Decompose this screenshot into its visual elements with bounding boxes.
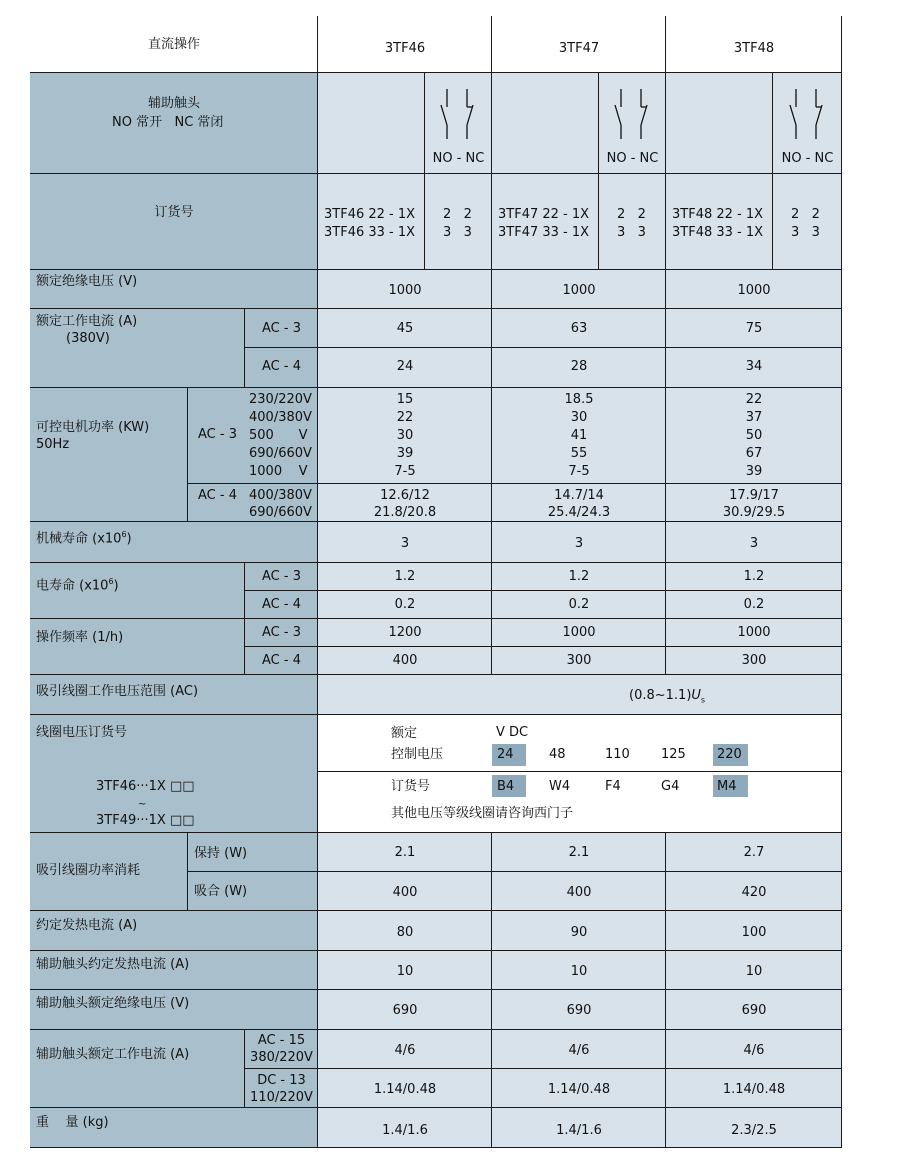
aux-thermal-label: 辅助触头约定发热电流 (A) — [36, 957, 190, 972]
hold-label-cell — [188, 833, 318, 872]
value-text: 7-5 — [568, 464, 590, 479]
voltage-label: 500 V — [249, 428, 308, 443]
value-text: 420 — [741, 885, 767, 900]
value-text: 1.2 — [568, 569, 590, 584]
value-text: 1.14/0.48 — [722, 1082, 786, 1097]
value-text: 1.2 — [394, 569, 416, 584]
thermal-current-label-cell — [30, 911, 318, 951]
value-text: 1000 — [562, 625, 596, 640]
value-cell — [666, 270, 842, 309]
value-cell — [492, 563, 666, 591]
operating-frequency-label-cell — [30, 619, 245, 675]
category-cell — [245, 591, 318, 619]
value-text: 30 — [396, 428, 414, 443]
value-cell — [318, 591, 492, 619]
category-label: AC - 3 — [262, 321, 301, 336]
aux-empty-cell — [318, 73, 425, 174]
value-cell — [492, 1030, 666, 1069]
value-cell — [492, 1108, 666, 1148]
value-text: 10 — [745, 964, 763, 979]
value-cell — [492, 872, 666, 911]
rated-insulation-label: 额定绝缘电压 (V) — [36, 274, 138, 289]
motor-values-cell — [318, 484, 492, 522]
value-text: 67 — [745, 446, 763, 461]
value-text: 100 — [741, 925, 767, 940]
value-text: 1.14/0.48 — [547, 1082, 611, 1097]
category-cell — [245, 1069, 318, 1108]
motor-values-cell — [492, 388, 666, 484]
value-text: 1000 — [562, 283, 596, 298]
value-cell — [318, 1108, 492, 1148]
value-cell — [318, 563, 492, 591]
voltage-option: 110 — [605, 747, 630, 762]
aux-empty-cell — [666, 73, 773, 174]
value-text: 12.6/12 — [380, 488, 430, 503]
value-cell — [492, 647, 666, 675]
coil-range-label: 吸引线圈工作电压范围 (AC) — [36, 684, 199, 699]
motor-values-cell — [318, 388, 492, 484]
series-to: 3TF49···1X □□ — [96, 813, 195, 828]
value-text: 45 — [396, 321, 414, 336]
value-cell — [318, 348, 492, 388]
voltage-label: 400/380V — [249, 488, 312, 503]
voltage-option: 24 — [497, 747, 514, 762]
aux-symbol-cell — [425, 73, 492, 174]
category-cell — [245, 619, 318, 647]
value-cell — [318, 833, 492, 872]
aux-contacts-legend: NO 常开 NC 常闭 — [112, 115, 224, 130]
value-text: 10 — [570, 964, 588, 979]
symbol-caption: NO - NC — [781, 151, 834, 166]
value-cell — [666, 1108, 842, 1148]
value-text: 1.2 — [743, 569, 765, 584]
motor-power-frequency: 50Hz — [36, 437, 70, 452]
aux-insulation-label: 辅助触头额定绝缘电压 (V) — [36, 996, 190, 1011]
motor-ac4-cell — [188, 484, 318, 522]
motor-values-cell — [666, 484, 842, 522]
value-text: 690 — [392, 1003, 418, 1018]
coil-code: M4 — [717, 779, 737, 794]
value-cell — [666, 563, 842, 591]
order-code: 3TF46 33 - 1X — [324, 225, 416, 240]
value-cell — [666, 911, 842, 951]
weight-label: 重 量 (kg) — [36, 1115, 109, 1130]
value-cell — [318, 872, 492, 911]
value-text: 400 — [392, 885, 418, 900]
value-cell — [318, 951, 492, 990]
order-no-label: 订货号 — [154, 205, 194, 220]
value-cell — [492, 1069, 666, 1108]
rated-current-label-cell — [30, 309, 245, 388]
coil-order-label-cell — [30, 715, 318, 833]
value-cell — [318, 647, 492, 675]
header-title: 直流操作 — [147, 37, 200, 52]
rated-current-voltage: (380V) — [66, 331, 110, 346]
coil-code: B4 — [497, 779, 515, 794]
value-text: 300 — [741, 653, 767, 668]
coil-note: 其他电压等级线圈请咨询西门子 — [391, 806, 574, 821]
value-cell — [666, 348, 842, 388]
value-text: 10 — [396, 964, 414, 979]
value-cell — [492, 522, 666, 563]
coil-power-label: 吸引线圈功率消耗 — [36, 863, 141, 878]
coil-range-value-cell — [318, 675, 842, 715]
value-text: 22 — [396, 410, 414, 425]
no-nc-contact-icon — [784, 87, 830, 143]
aux-thermal-label-cell — [30, 951, 318, 990]
value-text: 4/6 — [394, 1043, 416, 1058]
order-code-cell — [492, 174, 599, 270]
order-code-cell — [318, 174, 425, 270]
value-cell — [666, 647, 842, 675]
value-cell — [666, 522, 842, 563]
value-text: 3 — [400, 536, 410, 551]
value-text: 80 — [396, 925, 414, 940]
coil-range-value: $(0.8\sim 1.1)U_s$ — [629, 688, 706, 705]
value-cell — [666, 591, 842, 619]
category-cell — [245, 1030, 318, 1069]
value-text: 2.3/2.5 — [731, 1123, 777, 1138]
value-text: 7-5 — [394, 464, 416, 479]
value-text: 41 — [570, 428, 588, 443]
coil-code: W4 — [549, 779, 571, 794]
value-cell — [492, 951, 666, 990]
value-text: 25.4/24.3 — [547, 505, 611, 520]
value-cell — [318, 309, 492, 348]
value-text: 1.4/1.6 — [556, 1123, 602, 1138]
value-text: 24 — [396, 359, 414, 374]
aux-contacts-label: 辅助触头 — [147, 96, 200, 111]
voltage-label: 690/660V — [249, 505, 312, 520]
no-nc-contact-icon — [435, 87, 481, 143]
series-from: 3TF46···1X □□ — [96, 779, 195, 794]
electrical-life-label-cell — [30, 563, 245, 619]
category-label: AC - 3 — [262, 625, 301, 640]
motor-power-label: 可控电机功率 (KW) — [36, 420, 150, 435]
value-cell — [318, 522, 492, 563]
value-cell — [666, 309, 842, 348]
value-text: 400 — [566, 885, 592, 900]
value-text: 34 — [745, 359, 763, 374]
value-cell — [666, 1069, 842, 1108]
voltage-option: 220 — [717, 747, 742, 762]
value-text: 50 — [745, 428, 763, 443]
category-label: AC - 3 — [262, 569, 301, 584]
voltage-label: 690/660V — [249, 446, 312, 461]
contact-count: 2 2 — [617, 207, 646, 222]
motor-ac3-cell — [188, 388, 318, 484]
coil-order-label: 线圈电压订货号 — [36, 725, 128, 740]
value-cell — [492, 990, 666, 1030]
rated-label: 额定 — [391, 726, 418, 741]
order-code: 3TF47 22 - 1X — [498, 207, 590, 222]
order-code-cell — [666, 174, 773, 270]
value-cell — [318, 619, 492, 647]
category-cell — [245, 563, 318, 591]
aux-empty-cell — [492, 73, 599, 174]
value-text: 75 — [745, 321, 763, 336]
value-text: 4/6 — [743, 1043, 765, 1058]
hold-label: 保持 (W) — [194, 846, 248, 861]
value-text: 690 — [741, 1003, 767, 1018]
value-cell — [318, 1069, 492, 1108]
order-code: 3TF47 33 - 1X — [498, 225, 590, 240]
unit-label: V DC — [496, 725, 529, 740]
value-text: 14.7/14 — [554, 488, 604, 503]
value-text: 400 — [392, 653, 418, 668]
value-text: 39 — [745, 464, 763, 479]
value-cell — [318, 990, 492, 1030]
value-cell — [318, 270, 492, 309]
contact-count: 2 2 — [443, 207, 472, 222]
voltage-option: 48 — [549, 747, 566, 762]
value-cell — [492, 911, 666, 951]
aux-symbol-cell — [599, 73, 666, 174]
value-text: 55 — [570, 446, 588, 461]
voltage-label: 230/220V — [249, 392, 312, 407]
value-text: 63 — [570, 321, 588, 336]
symbol-caption: NO - NC — [606, 151, 659, 166]
motor-power-label-cell — [30, 388, 188, 522]
order-count-cell — [773, 174, 842, 270]
value-text: 22 — [745, 392, 763, 407]
category-label: AC - 3 — [198, 427, 237, 442]
value-text: 30 — [570, 410, 588, 425]
voltage-label: 380/220V — [250, 1050, 313, 1065]
coil-code: F4 — [605, 779, 621, 794]
value-text: 2.7 — [743, 845, 765, 860]
mechanical-life-label-cell — [30, 522, 318, 563]
aux-symbol-cell — [773, 73, 842, 174]
value-text: 17.9/17 — [729, 488, 779, 503]
order-code: 3TF48 33 - 1X — [672, 225, 764, 240]
value-text: 90 — [570, 925, 588, 940]
contact-count: 3 3 — [617, 225, 646, 240]
value-text: 28 — [570, 359, 588, 374]
order-count-cell — [599, 174, 666, 270]
value-text: 3 — [749, 536, 759, 551]
aux-contacts-label-cell — [30, 73, 318, 174]
contact-count: 3 3 — [443, 225, 472, 240]
value-cell — [492, 833, 666, 872]
category-label: AC - 4 — [262, 597, 301, 612]
value-cell — [666, 872, 842, 911]
category-label: AC - 4 — [262, 359, 301, 374]
category-label: AC - 15 — [257, 1033, 306, 1048]
pickup-label-cell — [188, 872, 318, 911]
value-cell — [666, 951, 842, 990]
value-text: 300 — [566, 653, 592, 668]
order-code: 3TF46 22 - 1X — [324, 207, 416, 222]
motor-values-cell — [492, 484, 666, 522]
value-text: 1000 — [737, 625, 771, 640]
value-text: 0.2 — [394, 597, 416, 612]
value-text: 37 — [745, 410, 763, 425]
model-3tf46: 3TF46 — [384, 41, 426, 56]
symbol-caption: NO - NC — [432, 151, 485, 166]
coil-code-cell — [318, 772, 842, 833]
value-text: 2.1 — [394, 845, 416, 860]
value-text: 1.4/1.6 — [382, 1123, 428, 1138]
value-text: 15 — [396, 392, 414, 407]
control-voltage-label: 控制电压 — [391, 747, 444, 762]
category-label: AC - 4 — [198, 488, 237, 503]
value-text: 2.1 — [568, 845, 590, 860]
series-tilde: ~ — [138, 799, 147, 810]
coil-code: G4 — [661, 779, 680, 794]
value-text: 21.8/20.8 — [373, 505, 437, 520]
value-cell — [492, 619, 666, 647]
operating-frequency-label: 操作频率 (1/h) — [36, 630, 124, 645]
header-model-cell — [318, 16, 492, 73]
voltage-option: 125 — [661, 747, 686, 762]
header-model-cell — [492, 16, 666, 73]
value-text: 0.2 — [743, 597, 765, 612]
value-cell — [492, 591, 666, 619]
order-count-cell — [425, 174, 492, 270]
no-nc-contact-icon — [609, 87, 655, 143]
voltage-label: 400/380V — [249, 410, 312, 425]
value-cell — [666, 619, 842, 647]
thermal-current-label: 约定发热电流 (A) — [36, 918, 138, 933]
category-cell — [245, 309, 318, 348]
aux-current-label-cell — [30, 1030, 245, 1108]
coil-voltage-cell — [318, 715, 842, 772]
value-text: 30.9/29.5 — [722, 505, 786, 520]
pickup-label: 吸合 (W) — [194, 884, 248, 899]
value-cell — [318, 1030, 492, 1069]
value-cell — [492, 270, 666, 309]
value-text: 1.14/0.48 — [373, 1082, 437, 1097]
voltage-label: 110/220V — [250, 1090, 313, 1105]
value-text: 1000 — [737, 283, 771, 298]
value-text: 690 — [566, 1003, 592, 1018]
value-text: 3 — [574, 536, 584, 551]
order-no-label-cell — [30, 174, 318, 270]
value-cell — [666, 1030, 842, 1069]
value-text: 0.2 — [568, 597, 590, 612]
model-3tf47: 3TF47 — [558, 41, 600, 56]
value-text: 4/6 — [568, 1043, 590, 1058]
weight-label-cell — [30, 1108, 318, 1148]
header-model-cell — [666, 16, 842, 73]
value-text: 1000 — [388, 283, 422, 298]
aux-insulation-label-cell — [30, 990, 318, 1030]
category-cell — [245, 647, 318, 675]
rated-current-label: 额定工作电流 (A) — [36, 314, 138, 329]
category-cell — [245, 348, 318, 388]
coil-range-label-cell — [30, 675, 318, 715]
value-cell — [492, 348, 666, 388]
contact-count: 3 3 — [791, 225, 820, 240]
category-label: DC - 13 — [257, 1073, 306, 1088]
value-cell — [492, 309, 666, 348]
value-text: 18.5 — [564, 392, 594, 407]
model-3tf48: 3TF48 — [733, 41, 775, 56]
mechanical-life-label: 机械寿命 $(x10^6)$ — [36, 530, 132, 547]
electrical-life-label: 电寿命 $(x10^6)$ — [36, 577, 119, 594]
value-cell — [318, 911, 492, 951]
value-text: 39 — [396, 446, 414, 461]
value-cell — [666, 990, 842, 1030]
voltage-label: 1000 V — [249, 464, 308, 479]
value-cell — [666, 833, 842, 872]
aux-current-label: 辅助触头额定工作电流 (A) — [36, 1047, 190, 1062]
header-title-cell — [30, 16, 318, 73]
order-label: 订货号 — [391, 779, 431, 794]
rated-insulation-label-cell — [30, 270, 318, 309]
value-text: 1200 — [388, 625, 422, 640]
coil-power-label-cell — [30, 833, 188, 911]
category-label: AC - 4 — [262, 653, 301, 668]
motor-values-cell — [666, 388, 842, 484]
contact-count: 2 2 — [791, 207, 820, 222]
order-code: 3TF48 22 - 1X — [672, 207, 764, 222]
